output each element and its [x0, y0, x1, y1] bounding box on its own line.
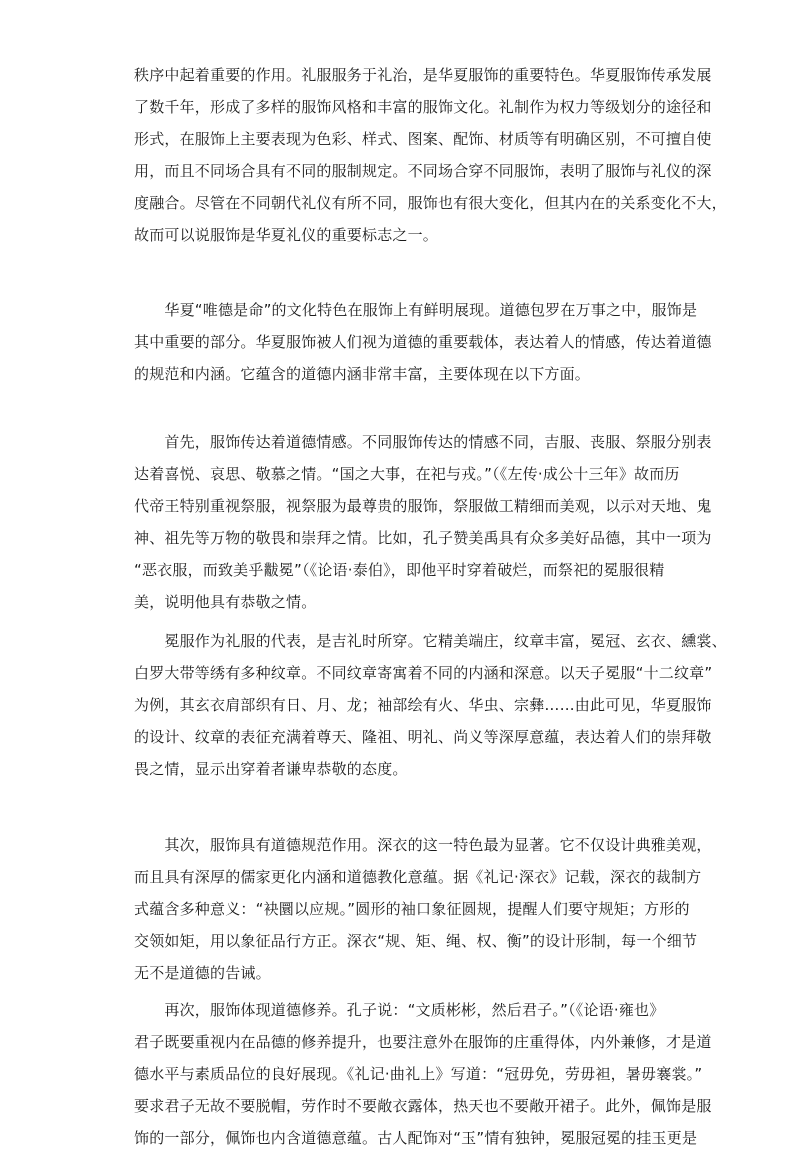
text-line: 君子既要重视内在品德的修养提升，也要注意外在服饰的庄重得体，内外兼修，才是道 — [134, 1033, 712, 1051]
text-line: 再次，服饰体现道德修养。孔子说：“文质彬彬，然后君子。”（《论语·雍也》 — [134, 1001, 665, 1019]
text-line: 德水平与素质品位的良好展现。《礼记·曲礼上》写道：“冠毋免，劳毋袒，暑毋褰裳。” — [134, 1065, 703, 1083]
text-line: 其中重要的部分。华夏服饰被人们视为道德的重要载体，表达着人的情感，传达着道德 — [134, 333, 712, 351]
text-line: 畏之情，显示出穿着者谦卑恭敬的态度。 — [134, 760, 408, 778]
text-line: 要求君子无故不要脱帽，劳作时不要敞衣露体，热天也不要敞开裙子。此外，佩饰是服 — [134, 1097, 712, 1115]
text-line: 而且具有深厚的儒家更化内涵和道德教化意蕴。据《礼记·深衣》记载，深衣的裁制方 — [134, 868, 702, 886]
text-line: 度融合。尽管在不同朝代礼仪有所不同，服饰也有很大变化，但其内在的关系变化不大， — [134, 194, 727, 212]
text-line: 了数千年，形成了多样的服饰风格和丰富的服饰文化。礼制作为权力等级划分的途径和 — [134, 98, 712, 116]
text-line: 首先，服饰传达着道德情感。不同服饰传达的情感不同，吉服、丧服、祭服分别表 — [134, 433, 712, 451]
paragraph-ritual-order — [134, 59, 727, 251]
text-line: 无不是道德的告诫。 — [134, 964, 271, 982]
paragraph-ceremonial-robe — [134, 625, 727, 785]
paragraph-moral-norms — [134, 829, 712, 989]
text-line: “恶衣服，而致美乎黻冕”（《论语·泰伯》，即他平时穿着破烂，而祭祀的冕服很精 — [134, 561, 665, 579]
text-line: 其次，服饰具有道德规范作用。深衣的这一特色最为显著。它不仅设计典雅美观， — [134, 836, 712, 854]
text-line: 用，而且不同场合具有不同的服制规定。不同场合穿不同服饰，表明了服饰与礼仪的深 — [134, 162, 712, 180]
text-line: 式蕴含多种意义：“袂圜以应规。”圆形的袖口象征圆规，提醒人们要守规矩；方形的 — [134, 900, 690, 918]
text-line: 的设计、纹章的表征充满着尊天、隆祖、明礼、尚义等深厚意蕴，表达着人们的崇拜敬 — [134, 728, 712, 746]
text-line: 白罗大带等绣有多种纹章。不同纹章寄寓着不同的内涵和深意。以天子冕服“十二纹章” — [134, 664, 713, 682]
text-line: 形式，在服饰上主要表现为色彩、样式、图案、配饰、材质等有明确区别，不可擅自使 — [134, 130, 712, 148]
text-line: 冕服作为礼服的代表，是吉礼时所穿。它精美端庄，纹章丰富，冕冠、玄衣、纁裳、 — [134, 632, 727, 650]
text-line: 达着喜悦、哀思、敬慕之情。“国之大事，在祀与戎。”（《左传·成公十三年》故而历 — [134, 465, 680, 483]
text-line: 华夏“唯德是命”的文化特色在服饰上有鲜明展现。道德包罗在万事之中，服饰是 — [134, 301, 698, 319]
text-line: 秩序中起着重要的作用。礼服服务于礼治，是华夏服饰的重要特色。华夏服饰传承发展 — [134, 66, 712, 84]
text-line: 代帝王特别重视祭服，视祭服为最尊贵的服饰，祭服做工精细而美观，以示对天地、鬼 — [134, 497, 712, 515]
text-line: 交领如矩，用以象征品行方正。深衣“规、矩、绳、权、衡”的设计形制，每一个细节 — [134, 932, 698, 950]
paragraph-moral-cultivation — [134, 994, 712, 1154]
text-line: 美，说明他具有恭敬之情。 — [134, 593, 317, 611]
text-line: 故而可以说服饰是华夏礼仪的重要标志之一。 — [134, 226, 439, 244]
paragraph-moral-emotion — [134, 426, 712, 618]
text-line: 神、祖先等万物的敬畏和崇拜之情。比如，孔子赞美禹具有众多美好品德，其中一项为 — [134, 529, 712, 547]
paragraph-virtue-culture — [134, 294, 712, 390]
text-line: 饰的一部分，佩饰也内含道德意蕴。古人配饰对“玉”情有独钟，冕服冠冕的挂玉更是 — [134, 1129, 698, 1147]
text-line: 的规范和内涵。它蕴含的道德内涵非常丰富，主要体现在以下方面。 — [134, 365, 591, 383]
text-line: 为例，其玄衣肩部织有日、月、龙；袖部绘有火、华虫、宗彝……由此可见，华夏服饰 — [134, 696, 712, 714]
